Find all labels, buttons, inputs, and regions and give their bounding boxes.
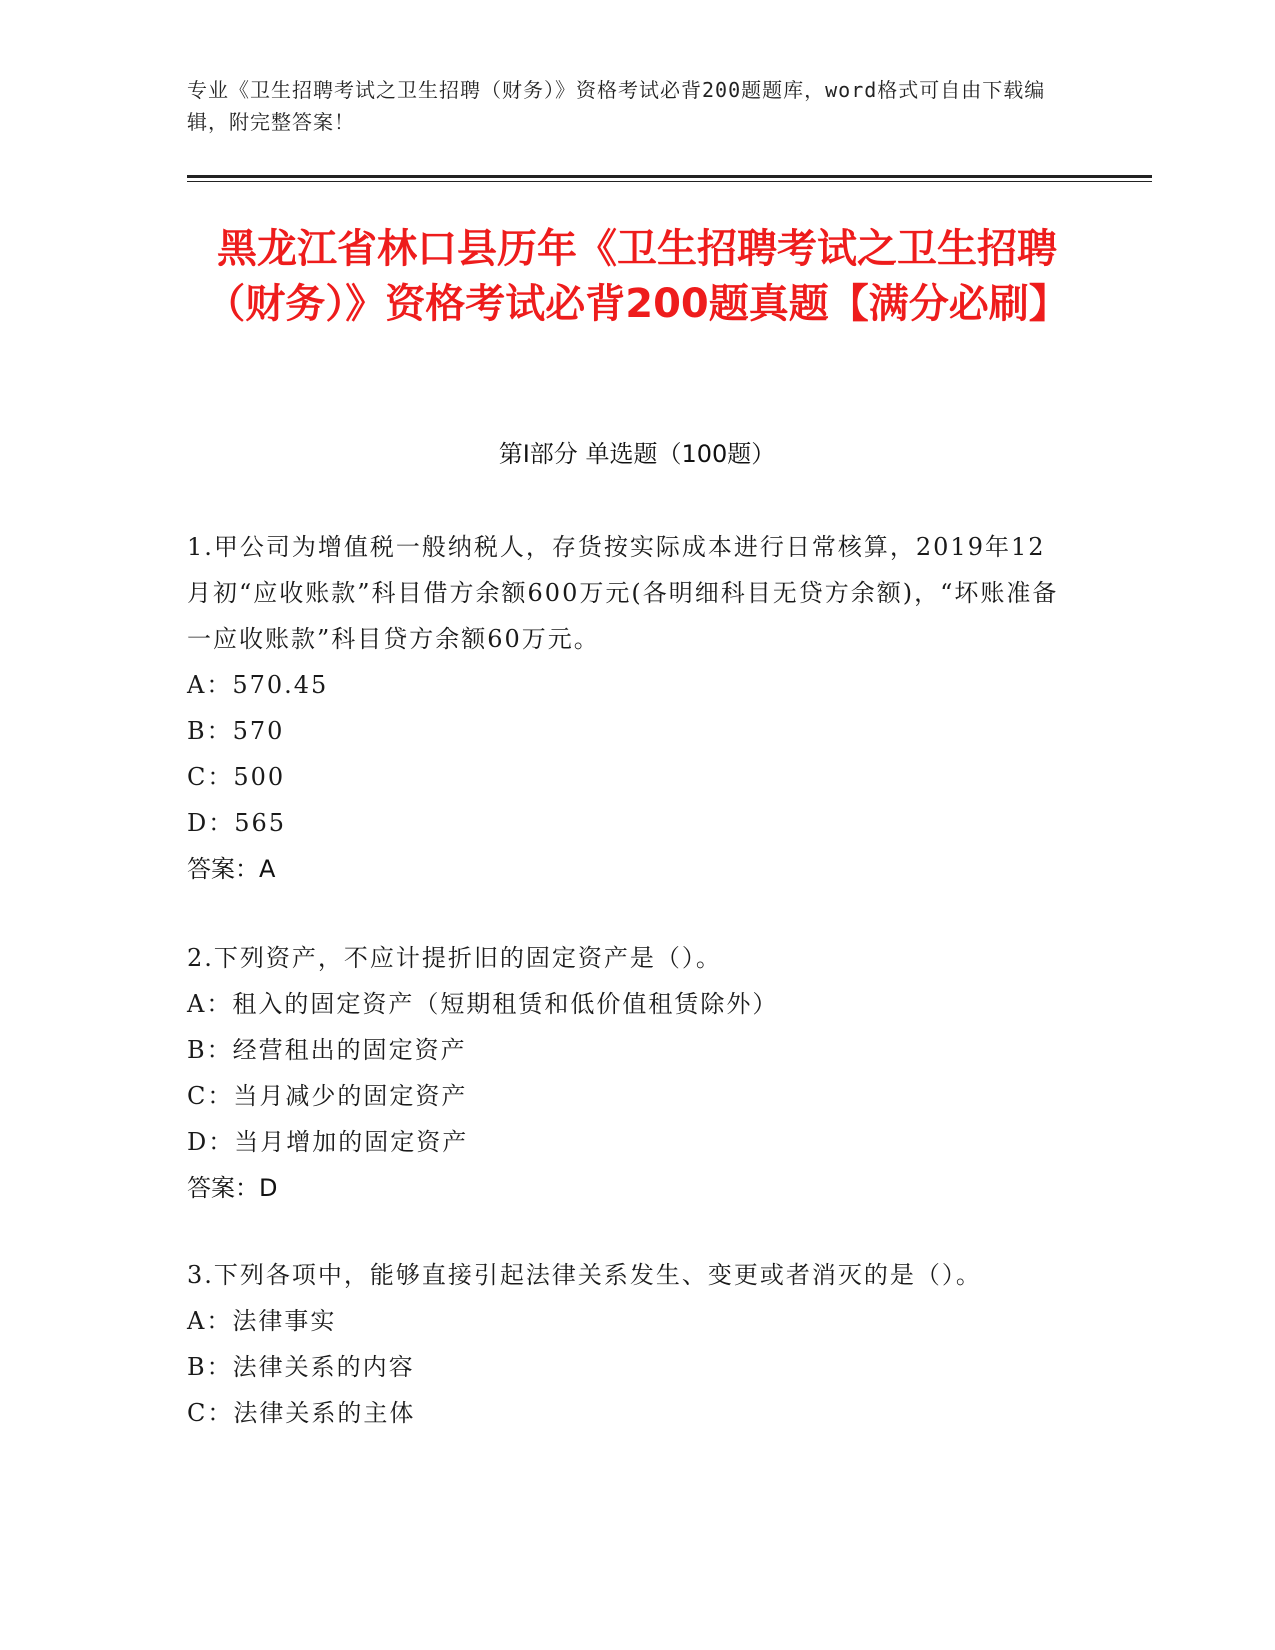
option-c: C：500 [187, 763, 286, 791]
option-c: C：法律关系的主体 [187, 1399, 416, 1427]
option-b: B：570 [187, 717, 285, 745]
option-b: B：法律关系的内容 [187, 1353, 415, 1381]
question-2 [187, 935, 1067, 1211]
header-note: 专业《卫生招聘考试之卫生招聘（财务）》资格考试必背200题题库，word格式可自由下载编辑，附完整答案！ [187, 78, 1046, 134]
header-rule-thin [187, 181, 1152, 182]
option-c: C：当月减少的固定资产 [187, 1082, 468, 1110]
option-a: A：法律事实 [187, 1307, 337, 1335]
option-d: D：当月增加的固定资产 [187, 1128, 469, 1156]
question-1 [187, 524, 1067, 892]
header-rule-thick [187, 175, 1152, 178]
option-d: D：565 [187, 809, 287, 837]
option-a: A：租入的固定资产（短期租赁和低价值租赁除外） [187, 990, 779, 1018]
answer: 答案：A [187, 855, 276, 883]
question-stem: 1.甲公司为增值税一般纳税人，存货按实际成本进行日常核算，2019年12月初“应收账款”科目借方余额600万元(各明细科目无贷方余额)，“坏账准备一应收账款”科目贷方余额60万元。 [187, 533, 1059, 653]
section-title: 第Ⅰ部分 单选题（100题） [498, 440, 776, 468]
question-stem: 3.下列各项中，能够直接引起法律关系发生、变更或者消灭的是（）。 [187, 1261, 982, 1289]
option-b: B：经营租出的固定资产 [187, 1036, 467, 1064]
question-3 [187, 1252, 1067, 1436]
document-title: 黑龙江省林口县历年《卫生招聘考试之卫生招聘（财务）》资格考试必背200题真题【满分必刷】 [205, 226, 1069, 327]
answer: 答案：D [187, 1174, 278, 1202]
option-a: A：570.45 [187, 671, 329, 699]
question-stem: 2.下列资产，不应计提折旧的固定资产是（）。 [187, 944, 722, 972]
